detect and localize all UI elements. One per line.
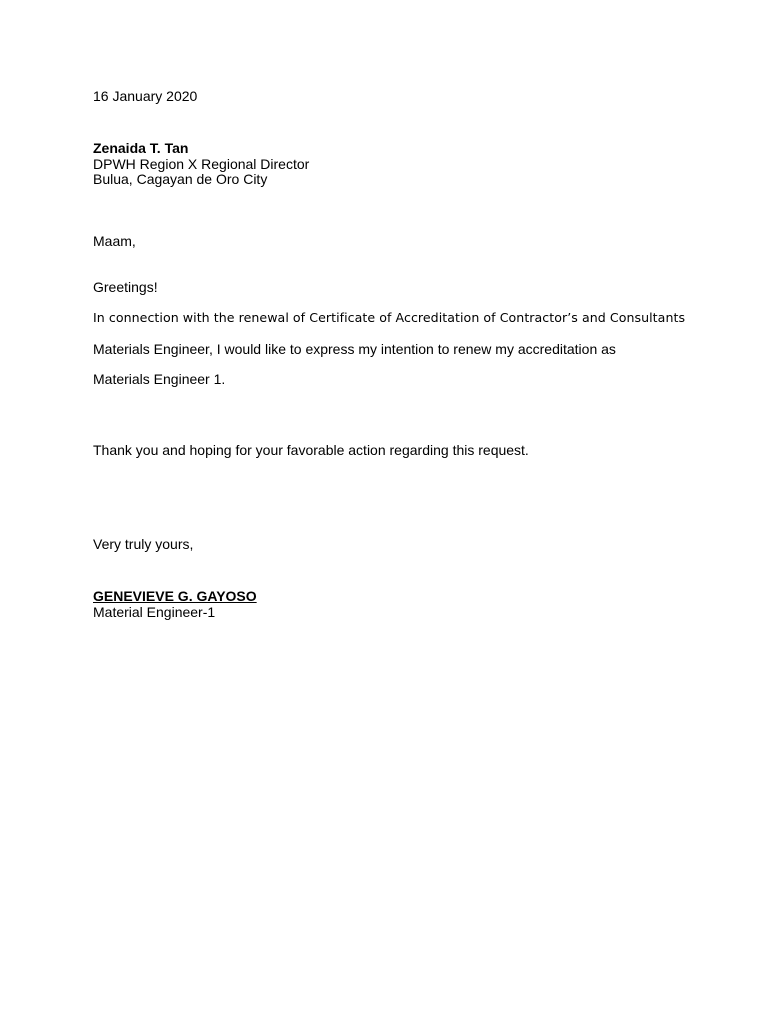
body-line-1: In connection with the renewal of Certificate of Accreditation of Contractor’s and Consultants bbox=[93, 310, 686, 325]
recipient-title: DPWH Region X Regional Director bbox=[93, 156, 310, 172]
signatory-name: GENEVIEVE G. GAYOSO bbox=[93, 588, 257, 604]
body-line-2: Materials Engineer, I would like to express my intention to renew my accreditation as bbox=[93, 341, 616, 357]
thanks-line: Thank you and hoping for your favorable action regarding this request. bbox=[93, 442, 529, 458]
greeting: Greetings! bbox=[93, 279, 158, 295]
recipient-address: Bulua, Cagayan de Oro City bbox=[93, 171, 268, 187]
signatory-title: Material Engineer-1 bbox=[93, 604, 216, 620]
salutation: Maam, bbox=[93, 233, 136, 249]
body-line-3: Materials Engineer 1. bbox=[93, 371, 226, 387]
recipient-name: Zenaida T. Tan bbox=[93, 140, 189, 156]
closing: Very truly yours, bbox=[93, 536, 194, 552]
letter-date: 16 January 2020 bbox=[93, 88, 198, 104]
